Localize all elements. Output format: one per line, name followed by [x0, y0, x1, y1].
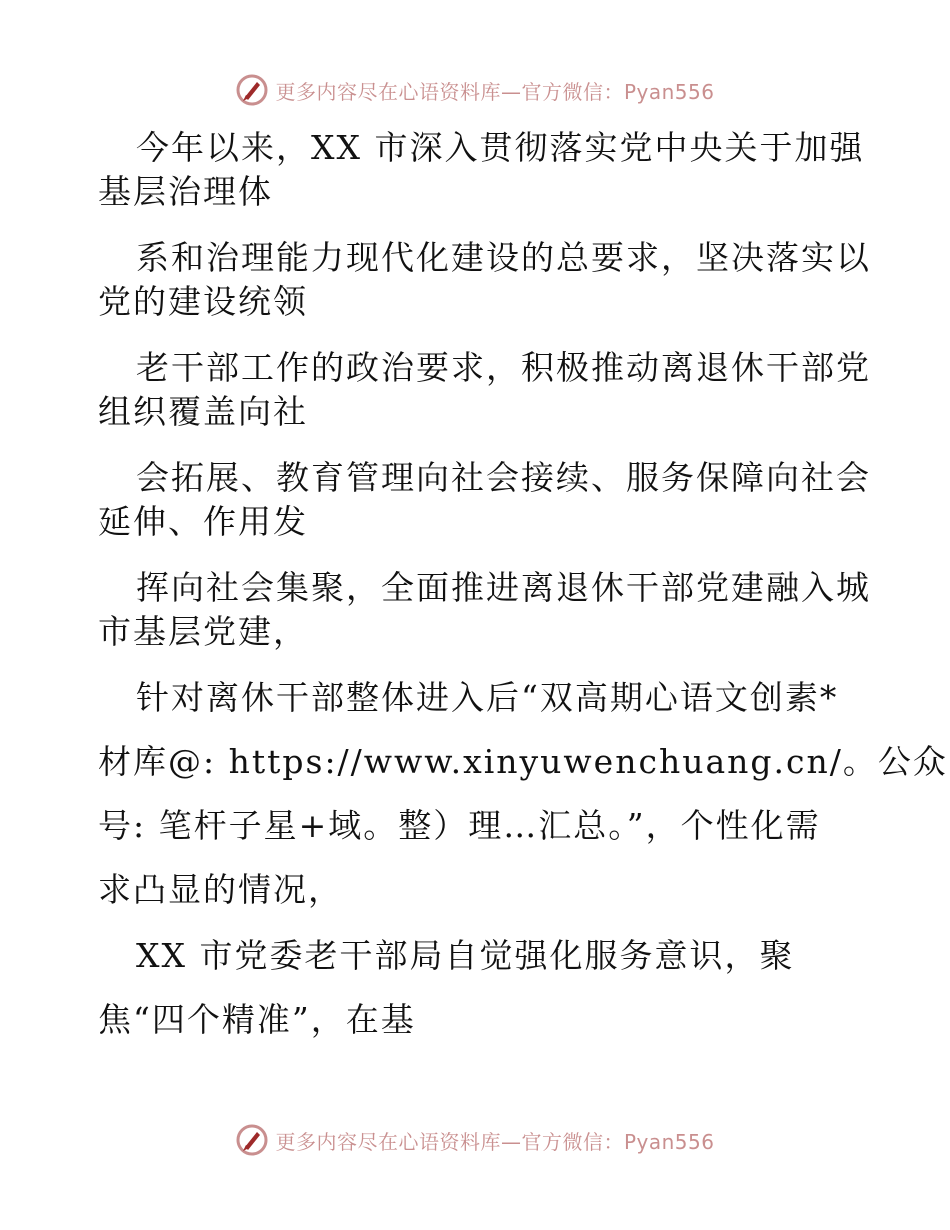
paragraph — [98, 236, 871, 324]
text-line: 焦“四个精准”，在基 — [98, 1000, 416, 1039]
text-line: 会拓展、教育管理向社会接续、服务保障向社会 — [136, 458, 871, 497]
pen-logo-icon — [235, 73, 269, 107]
paragraph — [98, 346, 871, 434]
text-line: 基层治理体 — [98, 172, 273, 211]
footer-watermark-banner — [0, 1120, 950, 1160]
text-line: 系和治理能力现代化建设的总要求，坚决落实以 — [136, 238, 871, 277]
watermark-text: 更多内容尽在心语资料库—官方微信：Pyan556 — [275, 1129, 715, 1154]
text-line: 求凸显的情况， — [98, 870, 343, 909]
text-line: 组织覆盖向社 — [98, 392, 308, 431]
text-line: XX 市党委老干部局自觉强化服务意识，聚 — [136, 936, 795, 975]
text-line: 党的建设统领 — [98, 282, 308, 321]
text-line: 今年以来，XX 市深入贯彻落实党中央关于加强 — [136, 128, 865, 167]
header-watermark-banner — [0, 70, 950, 110]
text-line: 老干部工作的政治要求，积极推动离退休干部党 — [136, 348, 871, 387]
text-line: 延伸、作用发 — [98, 502, 308, 541]
text-line: 市基层党建， — [98, 612, 308, 651]
document-body — [98, 126, 948, 1042]
pen-logo-icon — [235, 1123, 269, 1157]
paragraph — [98, 566, 871, 654]
paragraph — [98, 676, 948, 912]
paragraph — [98, 126, 865, 214]
text-line: 针对离休干部整体进入后“双高期心语文创素* — [136, 678, 839, 717]
text-line: 挥向社会集聚，全面推进离退休干部党建融入城 — [136, 568, 871, 607]
paragraph — [98, 456, 871, 544]
text-line: 材库@: https://www.xinyuwenchuang.cn/。公众 — [98, 742, 948, 781]
watermark-text: 更多内容尽在心语资料库—官方微信：Pyan556 — [275, 79, 715, 104]
text-line: 号: 笔杆子星+域。整）理…汇总。”，个性化需 — [98, 806, 821, 845]
paragraph — [98, 934, 858, 1042]
